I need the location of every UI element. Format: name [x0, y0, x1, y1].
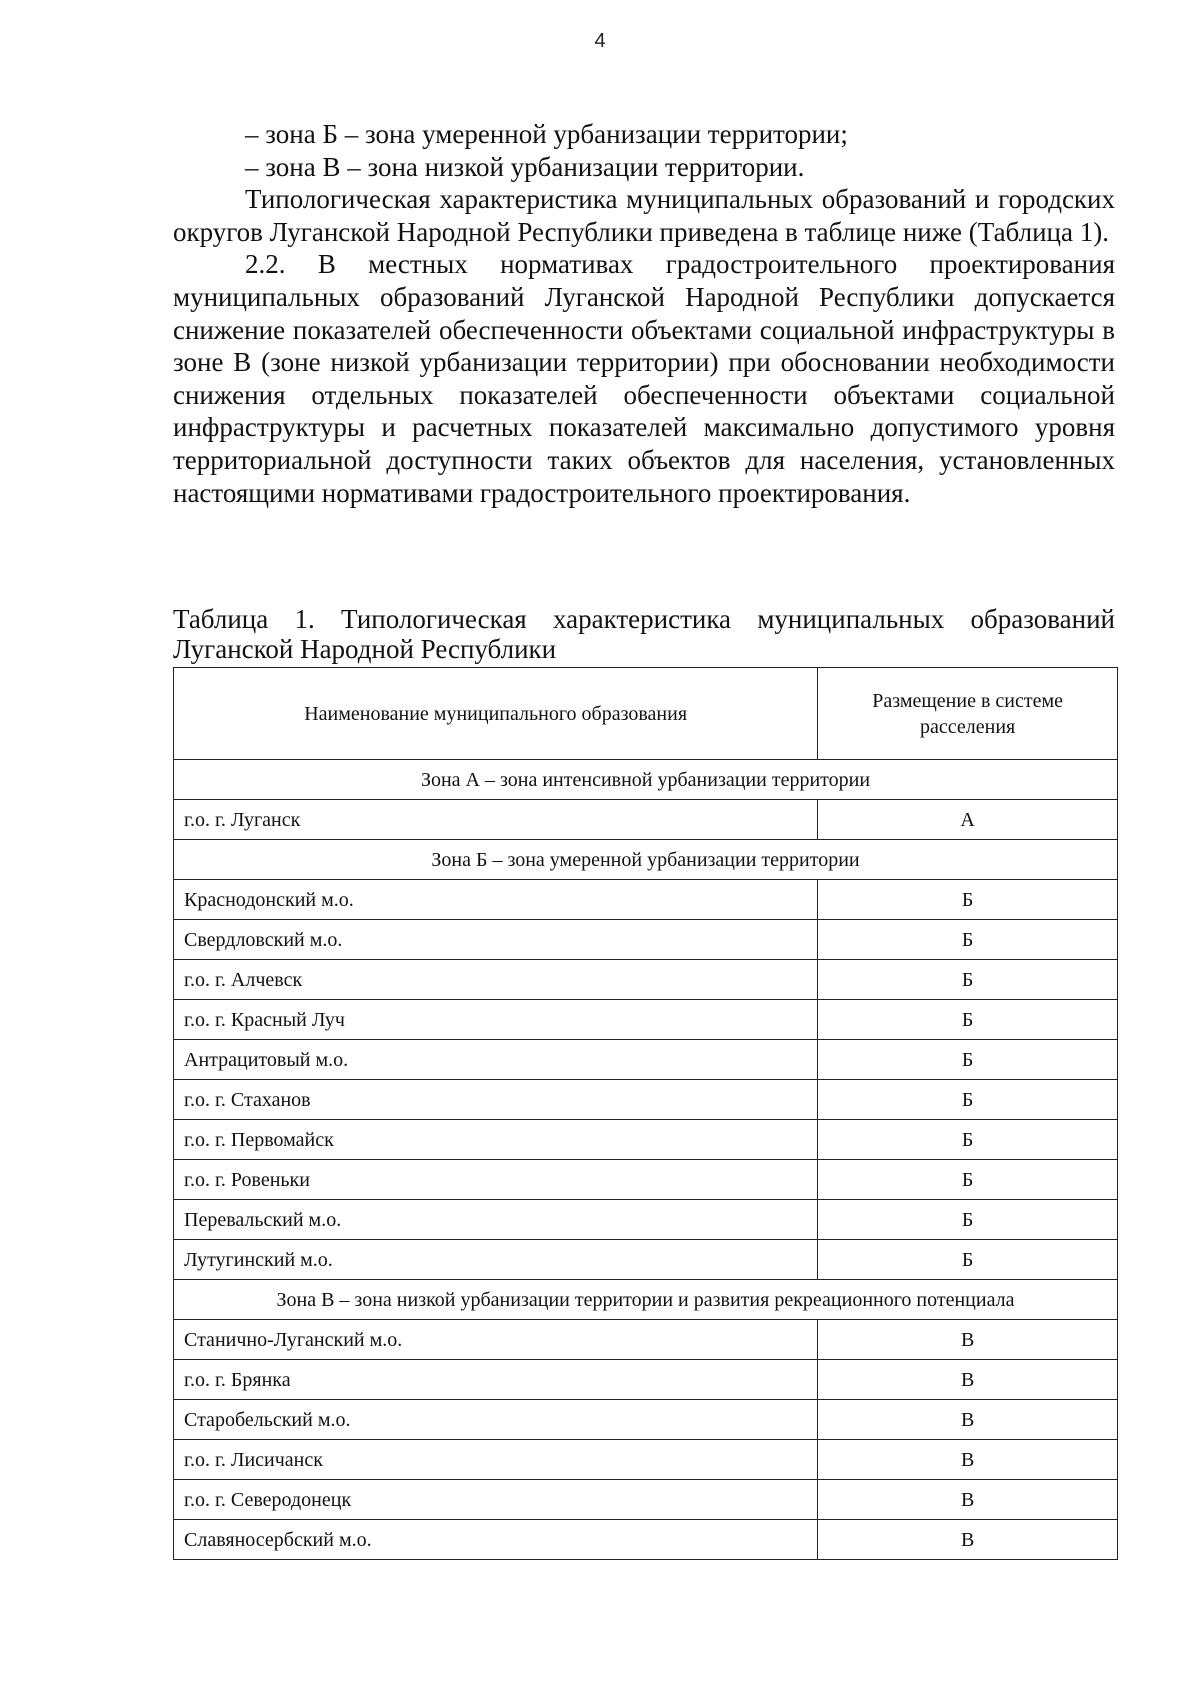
cell-zone: В: [818, 1440, 1118, 1480]
cell-zone: Б: [818, 1040, 1118, 1080]
cell-zone: В: [818, 1400, 1118, 1440]
table-row: [174, 1520, 1118, 1560]
section-title: Зона А – зона интенсивной урбанизации территории: [174, 760, 1118, 800]
section-row-zone-b: [174, 840, 1118, 880]
cell-zone: Б: [818, 920, 1118, 960]
cell-name: г.о. г. Луганск: [174, 800, 818, 840]
table-row: [174, 1360, 1118, 1400]
cell-name: г.о. г. Северодонецк: [174, 1480, 818, 1520]
cell-name: г.о. г. Красный Луч: [174, 1000, 818, 1040]
cell-name: г.о. г. Ровеньки: [174, 1160, 818, 1200]
table-row: [174, 800, 1118, 840]
table-row: [174, 920, 1118, 960]
table-row: [174, 880, 1118, 920]
cell-name: г.о. г. Стаханов: [174, 1080, 818, 1120]
table-row: [174, 1000, 1118, 1040]
section-row-zone-v: [174, 1280, 1118, 1320]
cell-zone: В: [818, 1520, 1118, 1560]
cell-zone: Б: [818, 960, 1118, 1000]
header-name: Наименование муниципального образования: [174, 668, 818, 760]
paragraph-typology-intro: Типологическая характеристика муниципальных образований и городских округов Луганской Народной Республики приведена в таблице ниже (Таблица 1).: [173, 184, 1115, 247]
cell-name: Станично-Луганский м.о.: [174, 1320, 818, 1360]
table-row: [174, 1440, 1118, 1480]
cell-zone: Б: [818, 1120, 1118, 1160]
cell-name: г.о. г. Брянка: [174, 1360, 818, 1400]
cell-zone: Б: [818, 1240, 1118, 1280]
cell-name: г.о. г. Лисичанск: [174, 1440, 818, 1480]
table-row: [174, 960, 1118, 1000]
table-body: [174, 760, 1118, 1560]
paragraph-2-2: 2.2. В местных нормативах градостроительного проектирования муниципальных образований Луганской Народной Республики допускается снижение показателей обеспеченности объектами социальной инфраструктуры в зоне В (зоне низкой урбанизации территории) при обосновании необходимости снижения отдельных показателей обеспеченности объектами социальной инфраструктуры и расчетных показателей максимально допустимого уровня территориальной доступности таких объектов для населения, установленных настоящими нормативами градостроительного проектирования.: [173, 249, 1115, 508]
cell-name: г.о. г. Первомайск: [174, 1120, 818, 1160]
table-header-row: [174, 668, 1118, 760]
table-row: [174, 1120, 1118, 1160]
section-title: Зона Б – зона умеренной урбанизации территории: [174, 840, 1118, 880]
cell-name: Старобельский м.о.: [174, 1400, 818, 1440]
cell-zone: Б: [818, 1080, 1118, 1120]
table-row: [174, 1040, 1118, 1080]
cell-zone: А: [818, 800, 1118, 840]
cell-zone: Б: [818, 1160, 1118, 1200]
table-row: [174, 1480, 1118, 1520]
cell-name: Перевальский м.о.: [174, 1200, 818, 1240]
table-row: [174, 1160, 1118, 1200]
list-item-zone-v: – зона В – зона низкой урбанизации территории.: [245, 151, 805, 182]
table-row: [174, 1400, 1118, 1440]
table-row: [174, 1080, 1118, 1120]
section-title: Зона В – зона низкой урбанизации территории и развития рекреационного потенциала: [174, 1280, 1118, 1320]
cell-zone: Б: [818, 1000, 1118, 1040]
cell-name: г.о. г. Алчевск: [174, 960, 818, 1000]
page-number: 4: [594, 30, 606, 52]
cell-name: Свердловский м.о.: [174, 920, 818, 960]
cell-name: Антрацитовый м.о.: [174, 1040, 818, 1080]
cell-zone: В: [818, 1360, 1118, 1400]
header-zone: Размещение в системе расселения: [818, 668, 1118, 760]
cell-name: Лутугинский м.о.: [174, 1240, 818, 1280]
table-row: [174, 1200, 1118, 1240]
table-row: [174, 1240, 1118, 1280]
list-item-zone-b: – зона Б – зона умеренной урбанизации территории;: [245, 119, 848, 149]
cell-zone: Б: [818, 1200, 1118, 1240]
table-row: [174, 1320, 1118, 1360]
cell-zone: В: [818, 1320, 1118, 1360]
cell-zone: Б: [818, 880, 1118, 920]
cell-name: Славяносербский м.о.: [174, 1520, 818, 1560]
typology-table: [173, 667, 1118, 1560]
cell-zone: В: [818, 1480, 1118, 1520]
body-text: [173, 118, 1115, 509]
cell-name: Краснодонский м.о.: [174, 880, 818, 920]
section-row-zone-a: [174, 760, 1118, 800]
table-caption: Таблица 1. Типологическая характеристика муниципальных образований Луганской Народной Республики: [173, 604, 1115, 664]
